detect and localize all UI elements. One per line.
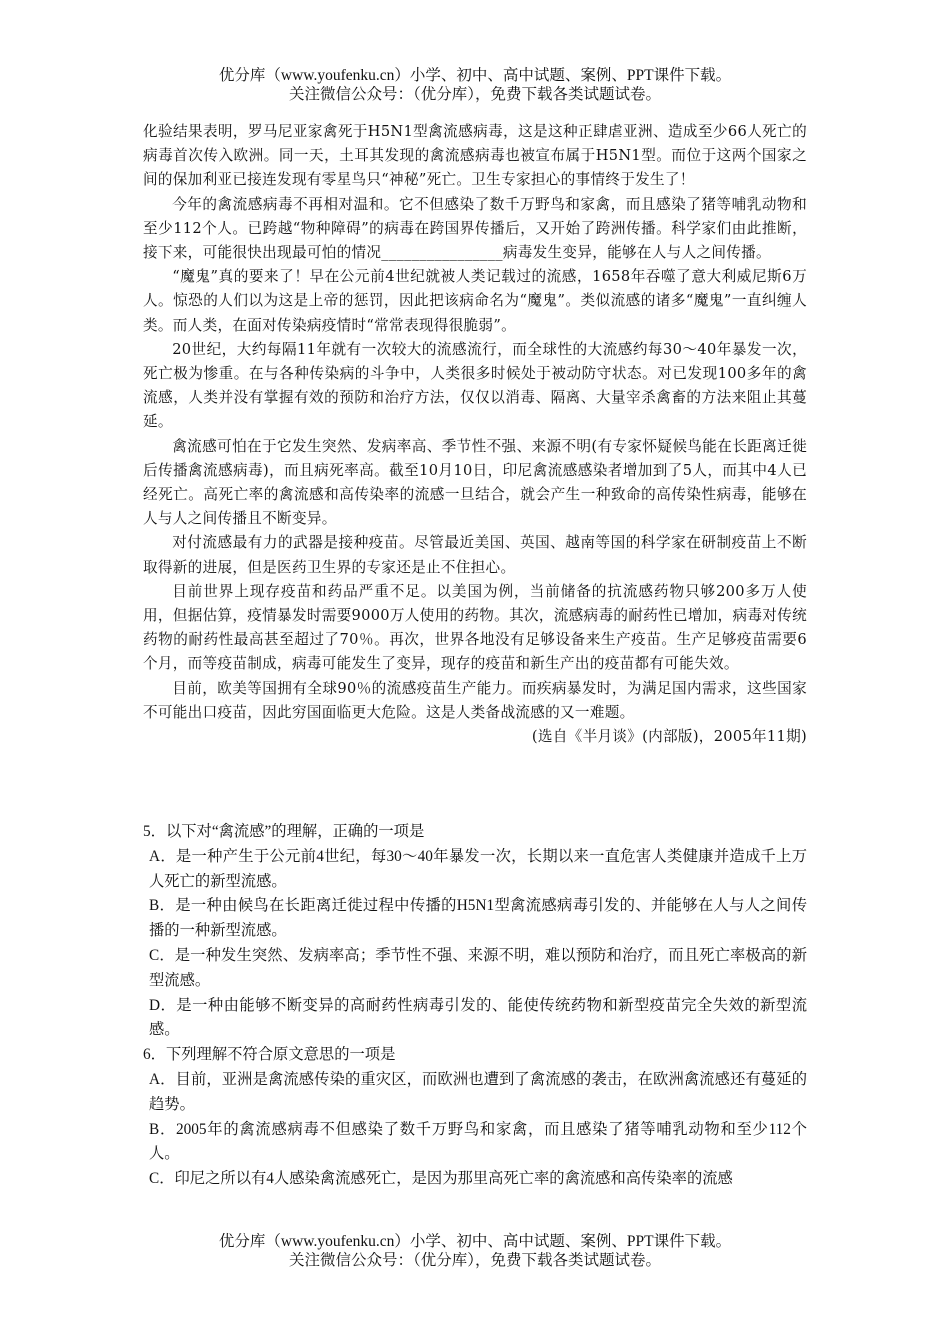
question-5-option-b: B．是一种由候鸟在长距离迁徙过程中传播的H5N1型禽流感病毒引发的、并能够在人与人之间传播的一种新型流感。 xyxy=(149,897,807,940)
article-paragraph-8: 目前，欧美等国拥有全球90％的流感疫苗生产能力。而疾病暴发时，为满足国内需求，这些国家不可能出口疫苗，因此穷国面临更大危险。这是人类备战流感的又一难题。 xyxy=(143,679,807,721)
header-line-1: 优分库（www.youfenku.cn）小学、初中、高中试题、案例、PPT课件下载。 xyxy=(218,67,732,84)
question-6-option-c: C．印尼之所以有4人感染禽流感死亡，是因为那里高死亡率的禽流感和高传染率的流感 xyxy=(149,1170,733,1188)
question-5-option-c: C．是一种发生突然、发病率高；季节性不强、来源不明，难以预防和治疗，而且死亡率极高的新型流感。 xyxy=(149,946,807,989)
questions-section xyxy=(143,820,807,1192)
article-source: (选自《半月谈》(内部版)，2005年11期) xyxy=(531,728,807,746)
question-5-option-d: D．是一种由能够不断变异的高耐药性病毒引发的、能使传统药物和新型疫苗完全失效的新型流感。 xyxy=(149,996,807,1039)
question-5: 5．以下对“禽流感”的理解，正确的一项是 xyxy=(143,823,425,840)
question-6-option-b: B．2005年的禽流感病毒不但感染了数千万野鸟和家禽，而且感染了猪等哺乳动物和至少112个人。 xyxy=(149,1120,807,1163)
question-5-option-a: A．是一种产生于公元前4世纪，每30～40年暴发一次，长期以来一直危害人类健康并造成千上万人死亡的新型流感。 xyxy=(149,847,807,890)
question-6-option-a: A．目前，亚洲是禽流感传染的重灾区，而欧洲也遭到了禽流感的袭击，在欧洲禽流感还有蔓延的趋势。 xyxy=(149,1070,807,1113)
question-6: 6．下列理解不符合原文意思的一项是 xyxy=(143,1046,396,1064)
footer-line-1: 优分库（www.youfenku.cn）小学、初中、高中试题、案例、PPT课件下载。 xyxy=(218,1233,732,1250)
article-paragraph-1: 化验结果表明，罗马尼亚家禽死于H5N1型禽流感病毒，这是这种正肆虐亚洲、造成至少66人死亡的病毒首次传入欧洲。同一天，土耳其发现的禽流感病毒也被宣布属于H5N1型。而位于这两个国家之间的保加利亚已接连发现有零星鸟只“神秘”死亡。卫生专家担心的事情终于发生了！ xyxy=(143,123,807,189)
article-paragraph-2: 今年的禽流感病毒不再相对温和。它不但感染了数千万野鸟和家禽，而且感染了猪等哺乳动物和至少112个人。已跨越“物种障碍”的病毒在跨国界传播后，又开始了跨洲传播。科学家们由此推断，接下来，可能很快出现最可怕的情况________________病毒发生变异，能够在人与人之间传播。 xyxy=(143,195,807,262)
page-footer xyxy=(0,1232,950,1270)
article-body xyxy=(143,120,807,749)
article-paragraph-5: 禽流感可怕在于它发生突然、发病率高、季节性不强、来源不明(有专家怀疑候鸟能在长距离迁徙后传播禽流感病毒)，而且病死率高。截至10月10日，印尼禽流感感染者增加到了5人，而其中4人已经死亡。高死亡率的禽流感和高传染率的流感一旦结合，就会产生一种致命的高传染性病毒，能够在人与人之间传播且不断变异。 xyxy=(143,437,807,528)
header-line-2: 关注微信公众号：（优分库），免费下载各类试题试卷。 xyxy=(288,86,661,103)
footer-line-2: 关注微信公众号：（优分库），免费下载各类试题试卷。 xyxy=(288,1252,661,1269)
page-header xyxy=(0,66,950,104)
article-paragraph-4: 20世纪，大约每隔11年就有一次较大的流感流行，而全球性的大流感约每30～40年暴发一次，死亡极为惨重。在与各种传染病的斗争中，人类很多时候处于被动防守状态。对已发现100多年的禽流感，人类并没有掌握有效的预防和治疗方法，仅仅以消毒、隔离、大量宰杀禽畜的方法来阻止其蔓延。 xyxy=(143,340,807,431)
article-paragraph-3: “魔鬼”真的要来了！早在公元前4世纪就被人类记载过的流感，1658年吞噬了意大利威尼斯6万人。惊恐的人们以为这是上帝的惩罚，因此把该病命名为“魔鬼”。类似流感的诸多“魔鬼”一直纠缠人类。而人类，在面对传染病疫情时“常常表现得很脆弱”。 xyxy=(143,268,807,334)
article-paragraph-6: 对付流感最有力的武器是接种疫苗。尽管最近美国、英国、越南等国的科学家在研制疫苗上不断取得新的进展，但是医药卫生界的专家还是止不住担心。 xyxy=(143,534,807,576)
article-paragraph-7: 目前世界上现存疫苗和药品严重不足。以美国为例，当前储备的抗流感药物只够200多万人使用，但据估算，疫情暴发时需要9000万人使用的药物。其次，流感病毒的耐药性已增加，病毒对传统药物的耐药性最高甚至超过了70％。再次，世界各地没有足够设备来生产疫苗。生产足够疫苗需要6个月，而等疫苗制成，病毒可能发生了变异，现存的疫苗和新生产出的疫苗都有可能失效。 xyxy=(143,582,807,673)
